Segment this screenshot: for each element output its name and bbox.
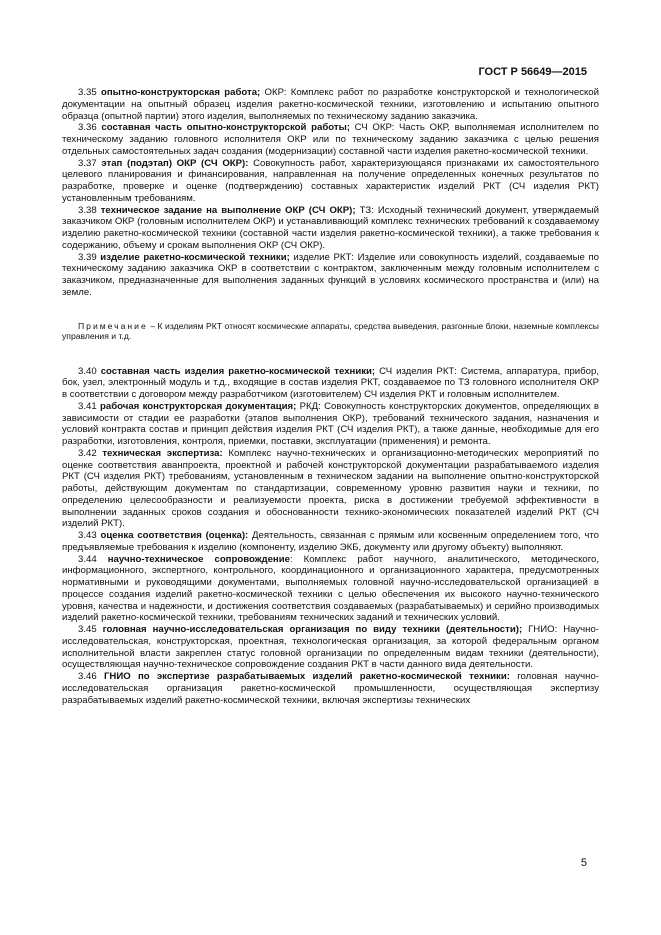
- definition-text: Совокупность работ, характеризующаяся признаками их самостоятельного целевого планирования и финансирования, направленная на получение определенных конечных результатов по разработке, проверке и оценке (подтверждению) составных характеристик изделий РКТ (СЧ изделия РКТ) установленным требованиям.: [62, 157, 599, 204]
- clause-number: 3.42: [78, 447, 97, 459]
- definition-text: Деятельность, связанная с прямым или косвенным определением того, что предъявляемые требования к изделию (компоненту, изделию ЭКБ, документу или другому объекту) выполняют.: [62, 530, 600, 553]
- definition-text: : Комплекс работ научного, аналитического, методического, информационного, экспертного, контрольного, координационного и организационного характера, предусмотренных нормативными и руководящими документами, выполняемых головной научно-исследовательской организацией в процессе создания изделий ракетно-космической техники с целью обеспечения их высокого научно-технического уровня, качества и надежности, и достижения соответствия создаваемых (разрабатываемых) и серийно производимых изделий ракетно-космической техники, требованиям технических заданий и технических условий.: [62, 553, 600, 624]
- definition-paragraph: [62, 401, 599, 448]
- definition-term: изделие ракетно-космической техники;: [100, 251, 290, 263]
- standard-header: ГОСТ Р 56649—2015: [478, 66, 587, 78]
- definition-term: этап (подэтап) ОКР (СЧ ОКР):: [101, 157, 249, 169]
- definition-term: рабочая конструкторская документация;: [100, 400, 297, 412]
- clause-number: 3.43: [78, 530, 97, 541]
- definition-paragraph: [62, 122, 599, 157]
- definition-paragraph: [62, 158, 599, 205]
- clause-number: 3.41: [78, 400, 97, 412]
- definition-term: научно-техническое сопровождение: [107, 553, 290, 565]
- note-label: Примечание: [78, 320, 148, 331]
- definition-paragraph: [62, 448, 599, 530]
- definitions-block-bottom: [62, 366, 599, 707]
- definition-text: головная научно-исследовательская организация ракетно-космической промышленности, осуществляющая экспертизу разрабатываемых изделий ракетно-космической техники, включая экспертизы технических: [62, 671, 600, 706]
- definition-term: техническое задание на выполнение ОКР (СЧ ОКР);: [100, 204, 356, 216]
- definition-term: опытно-конструкторская работа;: [100, 87, 261, 98]
- note-text: – К изделиям РКТ относят космические аппараты, средства выведения, разгонные блоки, наземные комплексы управления и т.д.: [62, 320, 599, 341]
- definition-term: оценка соответствия (оценка):: [100, 530, 249, 541]
- clause-number: 3.45: [78, 624, 97, 635]
- clause-number: 3.37: [78, 157, 97, 169]
- definition-paragraph: [62, 554, 599, 625]
- definition-text: СЧ ОКР: Часть ОКР, выполняемая исполнителем по техническому заданию головного исполнителя ОКР или по техническому заданию заказчика с целью решения отдельных самостоятельных задач создания (модернизации) составной части изделия ракетно-космической техники.: [62, 122, 600, 157]
- definition-paragraph: [62, 530, 599, 554]
- definition-paragraph: [62, 205, 599, 252]
- definition-text: РКД: Совокупность конструкторских документов, определяющих в зависимости от стадии ее разработки (этапов выполнения ОКР), требований технического задания, назначения и условий контракта состав и принцип действия изделия РКТ (СЧ изделия РКТ), а также данные, необходимые для его разработки, изготовления, контроля, приемки, поставки, эксплуатации (применения) и ремонта.: [62, 400, 599, 447]
- clause-number: 3.46: [78, 671, 97, 682]
- definition-text: Комплекс научно-технических и организационно-методических мероприятий по оценке соответствия аванпроекта, проектной и рабочей конструкторской документации разрабатываемого изделия РКТ (СЧ изделия РКТ) требованиям, установленным в техническом задании на выполнение опытно-конструкторской работы, действующим документам по стандартизации, современному уровню развития науки и техники, по определению целесообразности и реализуемости проекта, риска в достижении требуемой эффективности в выполнении заданных сроков создания и обоснованности технико-экономических показателей изделий РКТ (СЧ изделий РКТ).: [62, 447, 599, 530]
- clause-number: 3.40: [78, 365, 97, 377]
- definition-text: СЧ изделия РКТ: Система, аппаратура, прибор, бок, узел, электронный модуль и т.д., входящие в состав изделия РКТ, создаваемое по ТЗ головного исполнителя ОКР в соответствии с договором между разработчиком (изготовителем) СЧ изделия РКТ и головным исполнителем.: [62, 365, 599, 400]
- definition-text: ОКР: Комплекс работ по разработке конструкторской и технологической документации на опытный образец изделия ракетно-космической техники, изготовлению и испытанию опытного образца (опытной партии) этого изделия, выполняемых по техническому заданию заказчика.: [62, 87, 599, 122]
- definition-term: составная часть опытно-конструкторской работы;: [101, 122, 350, 134]
- definition-term: головная научно-исследовательская организация по виду техники (деятельности);: [102, 624, 523, 635]
- page-number: 5: [580, 857, 587, 869]
- definition-text: изделие РКТ: Изделие или совокупность изделий, создаваемые по техническому заданию заказчика ОКР в соответствии с контрактом, заключенным между головным исполнителем с заказчиком, предназначенные для выполнения заданных функций в условиях космического пространства и (или) на земле.: [62, 251, 599, 298]
- definition-term: ГНИО по экспертизе разрабатываемых изделий ракетно-космической техники:: [103, 671, 510, 682]
- clause-number: 3.39: [78, 251, 97, 263]
- clause-number: 3.44: [78, 553, 97, 565]
- clause-number: 3.38: [78, 204, 97, 216]
- document-body: [62, 87, 599, 706]
- definition-paragraph: [62, 252, 599, 299]
- clause-number: 3.36: [78, 122, 97, 134]
- definition-paragraph: [62, 366, 599, 401]
- definition-text: ТЗ: Исходный технический документ, утверждаемый заказчиком ОКР (головным исполнителем ОКР) и устанавливающий комплекс технических требований к создаваемому изделию ракетно-космической техники (составной части изделия ракетно-космической техники), а также требования к содержанию, объему и срокам выполнения ОКР (СЧ ОКР).: [62, 204, 600, 251]
- definitions-block-top: [62, 87, 599, 299]
- definition-paragraph: [62, 87, 599, 122]
- definition-term: техническая экспертиза:: [102, 447, 223, 459]
- note-paragraph: [62, 321, 599, 342]
- definition-paragraph: [62, 671, 599, 706]
- definition-paragraph: [62, 624, 599, 671]
- definition-text: ГНИО: Научно-исследовательская, конструкторская, проектная, технологическая организация, за которой федеральным органом исполнительной власти закреплен статус головной организации по определенным видам техники (деятельности), осуществляющая научно-техническое сопровождение создания РКТ в части данного вида деятельности.: [62, 624, 599, 671]
- clause-number: 3.35: [78, 87, 97, 98]
- definition-term: составная часть изделия ракетно-космической техники;: [100, 365, 376, 377]
